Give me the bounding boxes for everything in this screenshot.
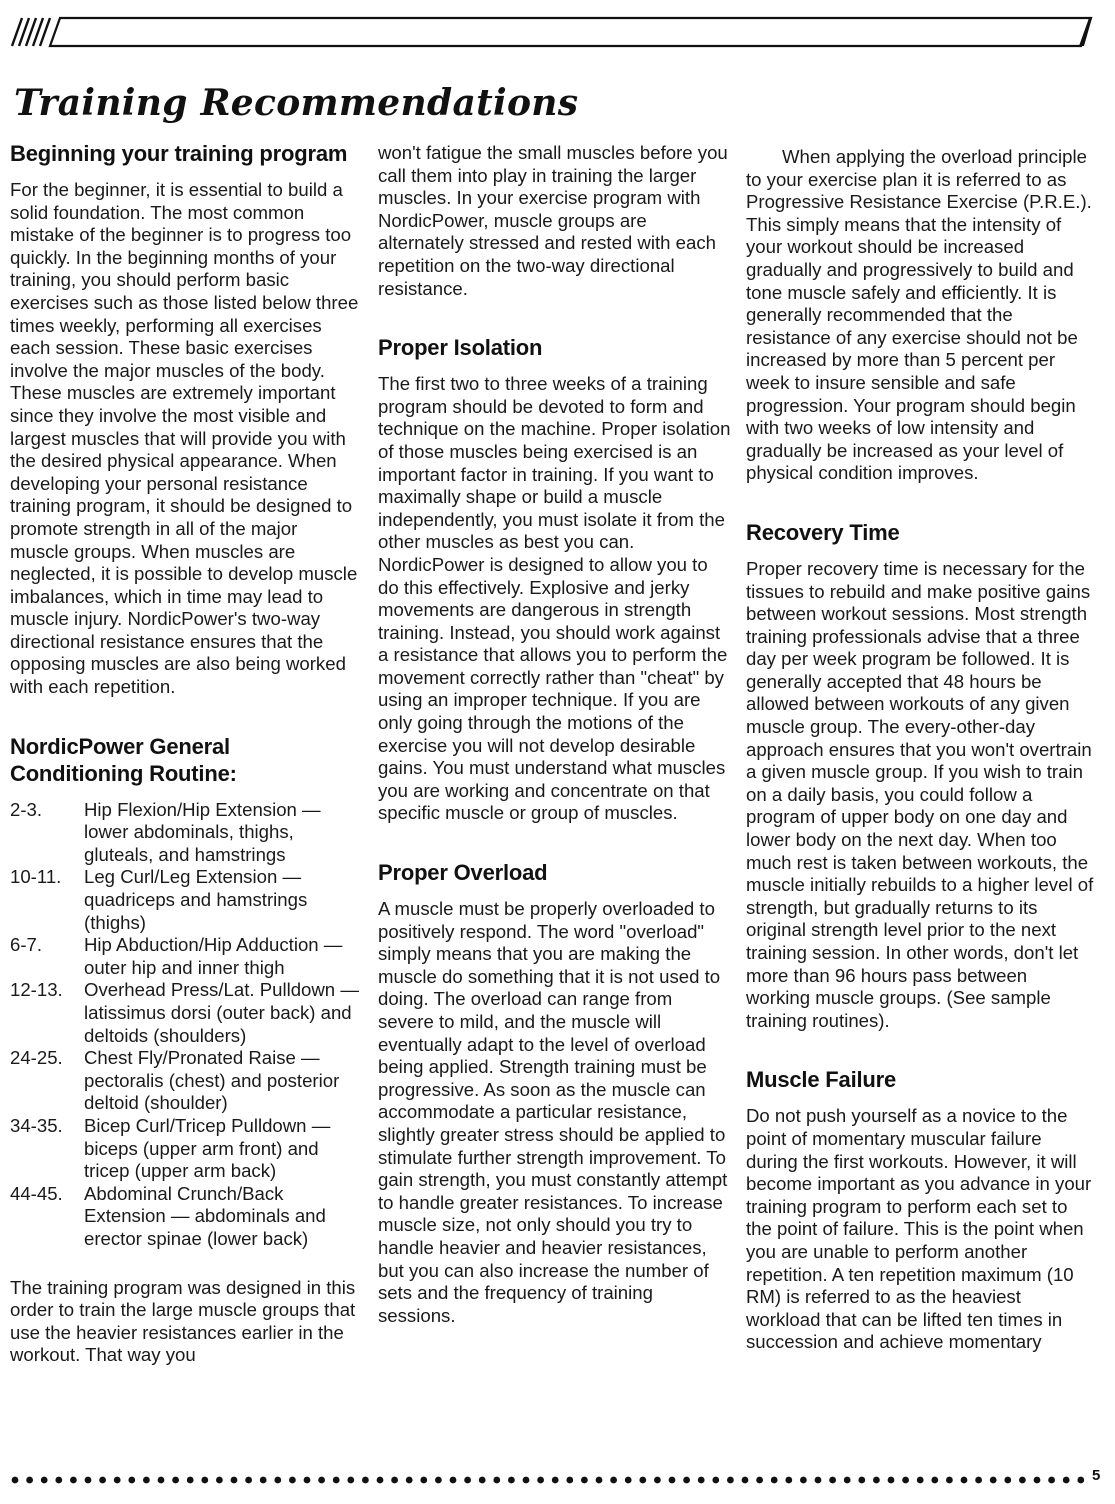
routine-item — [10, 979, 360, 1047]
footer-dot — [581, 1477, 588, 1484]
footer-dot — [435, 1477, 442, 1484]
routine-item-number: 24-25. — [10, 1047, 63, 1069]
footer-dot — [464, 1477, 471, 1484]
footer-dot — [990, 1477, 997, 1484]
header-rule — [8, 14, 1093, 50]
footer-dot — [946, 1477, 953, 1484]
footer-dot — [742, 1477, 749, 1484]
footer-dot — [639, 1477, 646, 1484]
footer-dot — [1034, 1477, 1041, 1484]
footer-dot — [406, 1477, 413, 1484]
section-beginning — [10, 140, 360, 699]
section-body-isolation: The first two to three weeks of a training program should be devoted to form and technique on the machine. Proper isolation of those muscles being exercised is an important factor in training. If you want to maximally shape or build a muscle independently, you must isolate it from the other muscles as best you can. NordicPower is designed to allow you to do this effectively. Explosive and jerky movements are dangerous in strength training. Instead, you should work against a resistance that allows you to perform the movement correctly rather than "cheat" by using an improper technique. If you are only going through the motions of the exercise you will not develop desirable gains. You must understand what muscles you are working and concentrate on that specific muscle or group of muscles. — [378, 373, 731, 824]
footer-dot — [377, 1477, 384, 1484]
routine-item-description: Chest Fly/Pronated Raise — pectoralis (chest) and posterior deltoid (shoulder) — [84, 1047, 340, 1114]
footer-dot — [888, 1477, 895, 1484]
footer-dot — [114, 1477, 121, 1484]
footer-dot — [26, 1477, 33, 1484]
footer-dot — [493, 1477, 500, 1484]
footer-dot — [917, 1477, 924, 1484]
routine-item-description: Bicep Curl/Tricep Pulldown — biceps (upper arm front) and tricep (upper arm back) — [84, 1114, 331, 1182]
routine-item-description: Abdominal Crunch/Back Extension — abdominals and erector spinae (lower back) — [84, 1182, 326, 1249]
footer-dot — [1048, 1477, 1055, 1484]
footer-dot — [172, 1477, 179, 1484]
footer-dot — [800, 1477, 807, 1484]
section-heading-failure: Muscle Failure — [746, 1067, 897, 1093]
routine-item-description: Hip Flexion/Hip Extension — lower abdominals, thighs, gluteals, and hamstrings — [84, 798, 321, 865]
footer-dot — [669, 1477, 676, 1484]
footer-dot — [99, 1477, 106, 1484]
section-heading-recovery: Recovery Time — [746, 519, 900, 545]
section-body-overload: A muscle must be properly overloaded to positively respond. The word "overload" simply means that you are making the muscle do something that it is not used to doing. The overload can range from severe to mild, and the muscle will eventually adapt to the level of overload being applied. Strength training must be progressive. As soon as the muscle can accommodate a particular resistance, slightly greater stress should be applied to stimulate further strength improvement. To gain strength, you must constantly attempt to handle greater resistances. To increase muscle size, not only should you try to handle heavier and heavier resistances, but you can also increase the number of sets and the frequency of training sessions. — [378, 898, 728, 1326]
footer-dot — [274, 1477, 281, 1484]
footer-dot — [683, 1477, 690, 1484]
footer-dot — [596, 1477, 603, 1484]
footer-dot — [1019, 1477, 1026, 1484]
footer-dot — [1004, 1477, 1011, 1484]
footer-dot-rule — [10, 1474, 1085, 1486]
footer-dot — [931, 1477, 938, 1484]
footer-dot — [420, 1477, 427, 1484]
footer-dot — [304, 1477, 311, 1484]
footer-dot — [975, 1477, 982, 1484]
footer-dot — [610, 1477, 617, 1484]
routine-item-number: 34-35. — [10, 1114, 63, 1136]
footer-dot — [712, 1477, 719, 1484]
routine-item-number: 2-3. — [10, 798, 43, 820]
routine-item-description: Leg Curl/Leg Extension — quadriceps and hamstrings (thighs) — [84, 866, 308, 933]
footer-dot — [479, 1477, 486, 1484]
footer-dot — [566, 1477, 573, 1484]
footer-dot — [829, 1477, 836, 1484]
footer-dot — [654, 1477, 661, 1484]
section-heading-beginning: Beginning your training program — [10, 141, 348, 166]
footer-dot — [815, 1477, 822, 1484]
routine-item — [10, 1115, 360, 1183]
section-heading-routine: NordicPower General Conditioning Routine: — [10, 733, 237, 786]
footer-dot — [625, 1477, 632, 1484]
footer-dot — [158, 1477, 165, 1484]
footer-dot — [508, 1477, 515, 1484]
footer-dot — [318, 1477, 325, 1484]
column-middle — [378, 142, 733, 1327]
footer-dot — [1077, 1477, 1084, 1484]
page-number: 5 — [1092, 1467, 1101, 1484]
footer-dot — [41, 1477, 48, 1484]
footer-dot — [85, 1477, 92, 1484]
section-continuation — [378, 142, 733, 300]
routine-item — [10, 1183, 360, 1251]
footer-dot — [128, 1477, 135, 1484]
footer-dot — [12, 1477, 19, 1484]
footer-dot — [785, 1477, 792, 1484]
footer-dot — [698, 1477, 705, 1484]
section-body-recovery: Proper recovery time is necessary for the tissues to rebuild and make positive gains between workout sessions. Most strength training professionals advise that a three day per week program be followed. It is generally accepted that 48 hours be allowed between workouts of any given muscle group. The every-other-day approach ensures that you won't overtrain a given muscle group. If you wish to train on a daily basis, you could follow a program of upper body on one day and lower body on the next day. When too much rest is taken between workouts, the muscle initially rebuilds to a higher level of strength, but gradually returns to its original strength level prior to the next training session. In other words, don't let more than 96 hours pass between working muscle groups. (See sample training routines). — [746, 557, 1094, 1031]
footer-dot — [55, 1477, 62, 1484]
routine-item-number: 44-45. — [10, 1182, 63, 1204]
continuation-text: won't fatigue the small muscles before you call them into play in training the larger muscles. In your exercise program with NordicPower, muscle groups are alternately stressed and rested with each repetition on the two-way directional resistance. — [378, 142, 728, 299]
footer-dot — [844, 1477, 851, 1484]
footer-dot — [537, 1477, 544, 1484]
footer-dot — [552, 1477, 559, 1484]
footer-dot — [70, 1477, 77, 1484]
footer-dot — [143, 1477, 150, 1484]
footer-dot — [727, 1477, 734, 1484]
footer-dot — [771, 1477, 778, 1484]
footer-dot — [260, 1477, 267, 1484]
routine-item-number: 10-11. — [10, 866, 62, 888]
routine-item — [10, 1047, 360, 1115]
routine-item — [10, 866, 360, 934]
section-failure — [746, 1066, 1096, 1354]
column-left — [10, 140, 360, 1367]
section-isolation — [378, 334, 733, 825]
footer-dot — [347, 1477, 354, 1484]
routine-closing-text: The training program was designed in this order to train the large muscle groups that use the heavier resistances earlier in the workout. That way you — [10, 1276, 356, 1366]
section-heading-isolation: Proper Isolation — [378, 335, 543, 361]
section-body-failure: Do not push yourself as a novice to the point of momentary muscular failure during the first workouts. However, it will become important as you advance in your training program to perform each set to the point of failure. This is the point when you are unable to perform another repetition. A ten repetition maximum (10 RM) is referred to as the heaviest workload that can be lifted ten times in succession and achieve momentary — [746, 1105, 1092, 1353]
section-recovery — [746, 519, 1096, 1032]
footer-dot — [756, 1477, 763, 1484]
section-overload — [378, 859, 733, 1327]
footer-dot — [362, 1477, 369, 1484]
page-title: Training Recommendations — [14, 82, 579, 124]
footer-dot — [231, 1477, 238, 1484]
footer-dot — [245, 1477, 252, 1484]
routine-item-number: 12-13. — [10, 979, 63, 1001]
routine-list — [10, 799, 360, 1251]
footer-dot — [873, 1477, 880, 1484]
routine-item-description: Overhead Press/Lat. Pulldown — latissimus dorsi (outer back) and deltoids (shoulders) — [84, 979, 359, 1046]
footer-dot — [523, 1477, 530, 1484]
footer-dot — [961, 1477, 968, 1484]
routine-item — [10, 934, 360, 979]
section-routine — [10, 733, 360, 1367]
footer-dot — [902, 1477, 909, 1484]
routine-item — [10, 799, 360, 867]
footer-dot — [391, 1477, 398, 1484]
footer-dot — [450, 1477, 457, 1484]
footer-dot — [187, 1477, 194, 1484]
pre-text: When applying the overload principle to your exercise plan it is referred to as Progressive Resistance Exercise (P.R.E.). This simply means that the intensity of your workout should be increased gradually and progressively to build and tone muscle safely and efficiently. It is generally recommended that the resistance of any exercise should not be increased by more than 5 percent per week to insure sensible and safe progression. Your program should begin with two weeks of low intensity and gradually be increased as your level of physical condition improves. — [746, 146, 1092, 484]
footer-dot — [201, 1477, 208, 1484]
footer-dot — [216, 1477, 223, 1484]
footer-dot — [289, 1477, 296, 1484]
section-body-beginning: For the beginner, it is essential to build a solid foundation. The most common mistake of the beginner is to progress too quickly. In the beginning months of your training, you should perform basic exercises such as those listed below three times weekly, performing all exercises each session. These basic exercises involve the major muscles of the body. These muscles are extremely important since they involve the most visible and largest muscles that will provide you with the desired physical appearance. When developing your personal resistance training program, it should be designed to promote strength in all of the major muscle groups. When muscles are neglected, it is possible to develop muscle imbalances, which in time may lead to muscle injury. NordicPower's two-way directional resistance ensures that the opposing muscles are also being worked with each repetition. — [10, 179, 359, 698]
footer-dot — [333, 1477, 340, 1484]
section-pre — [746, 146, 1096, 485]
footer-dot — [858, 1477, 865, 1484]
column-right — [746, 146, 1096, 1354]
routine-item-number: 6-7. — [10, 934, 43, 956]
footer-dot — [1063, 1477, 1070, 1484]
routine-item-description: Hip Abduction/Hip Adduction — outer hip and inner thigh — [84, 934, 343, 978]
section-heading-overload: Proper Overload — [378, 860, 548, 886]
